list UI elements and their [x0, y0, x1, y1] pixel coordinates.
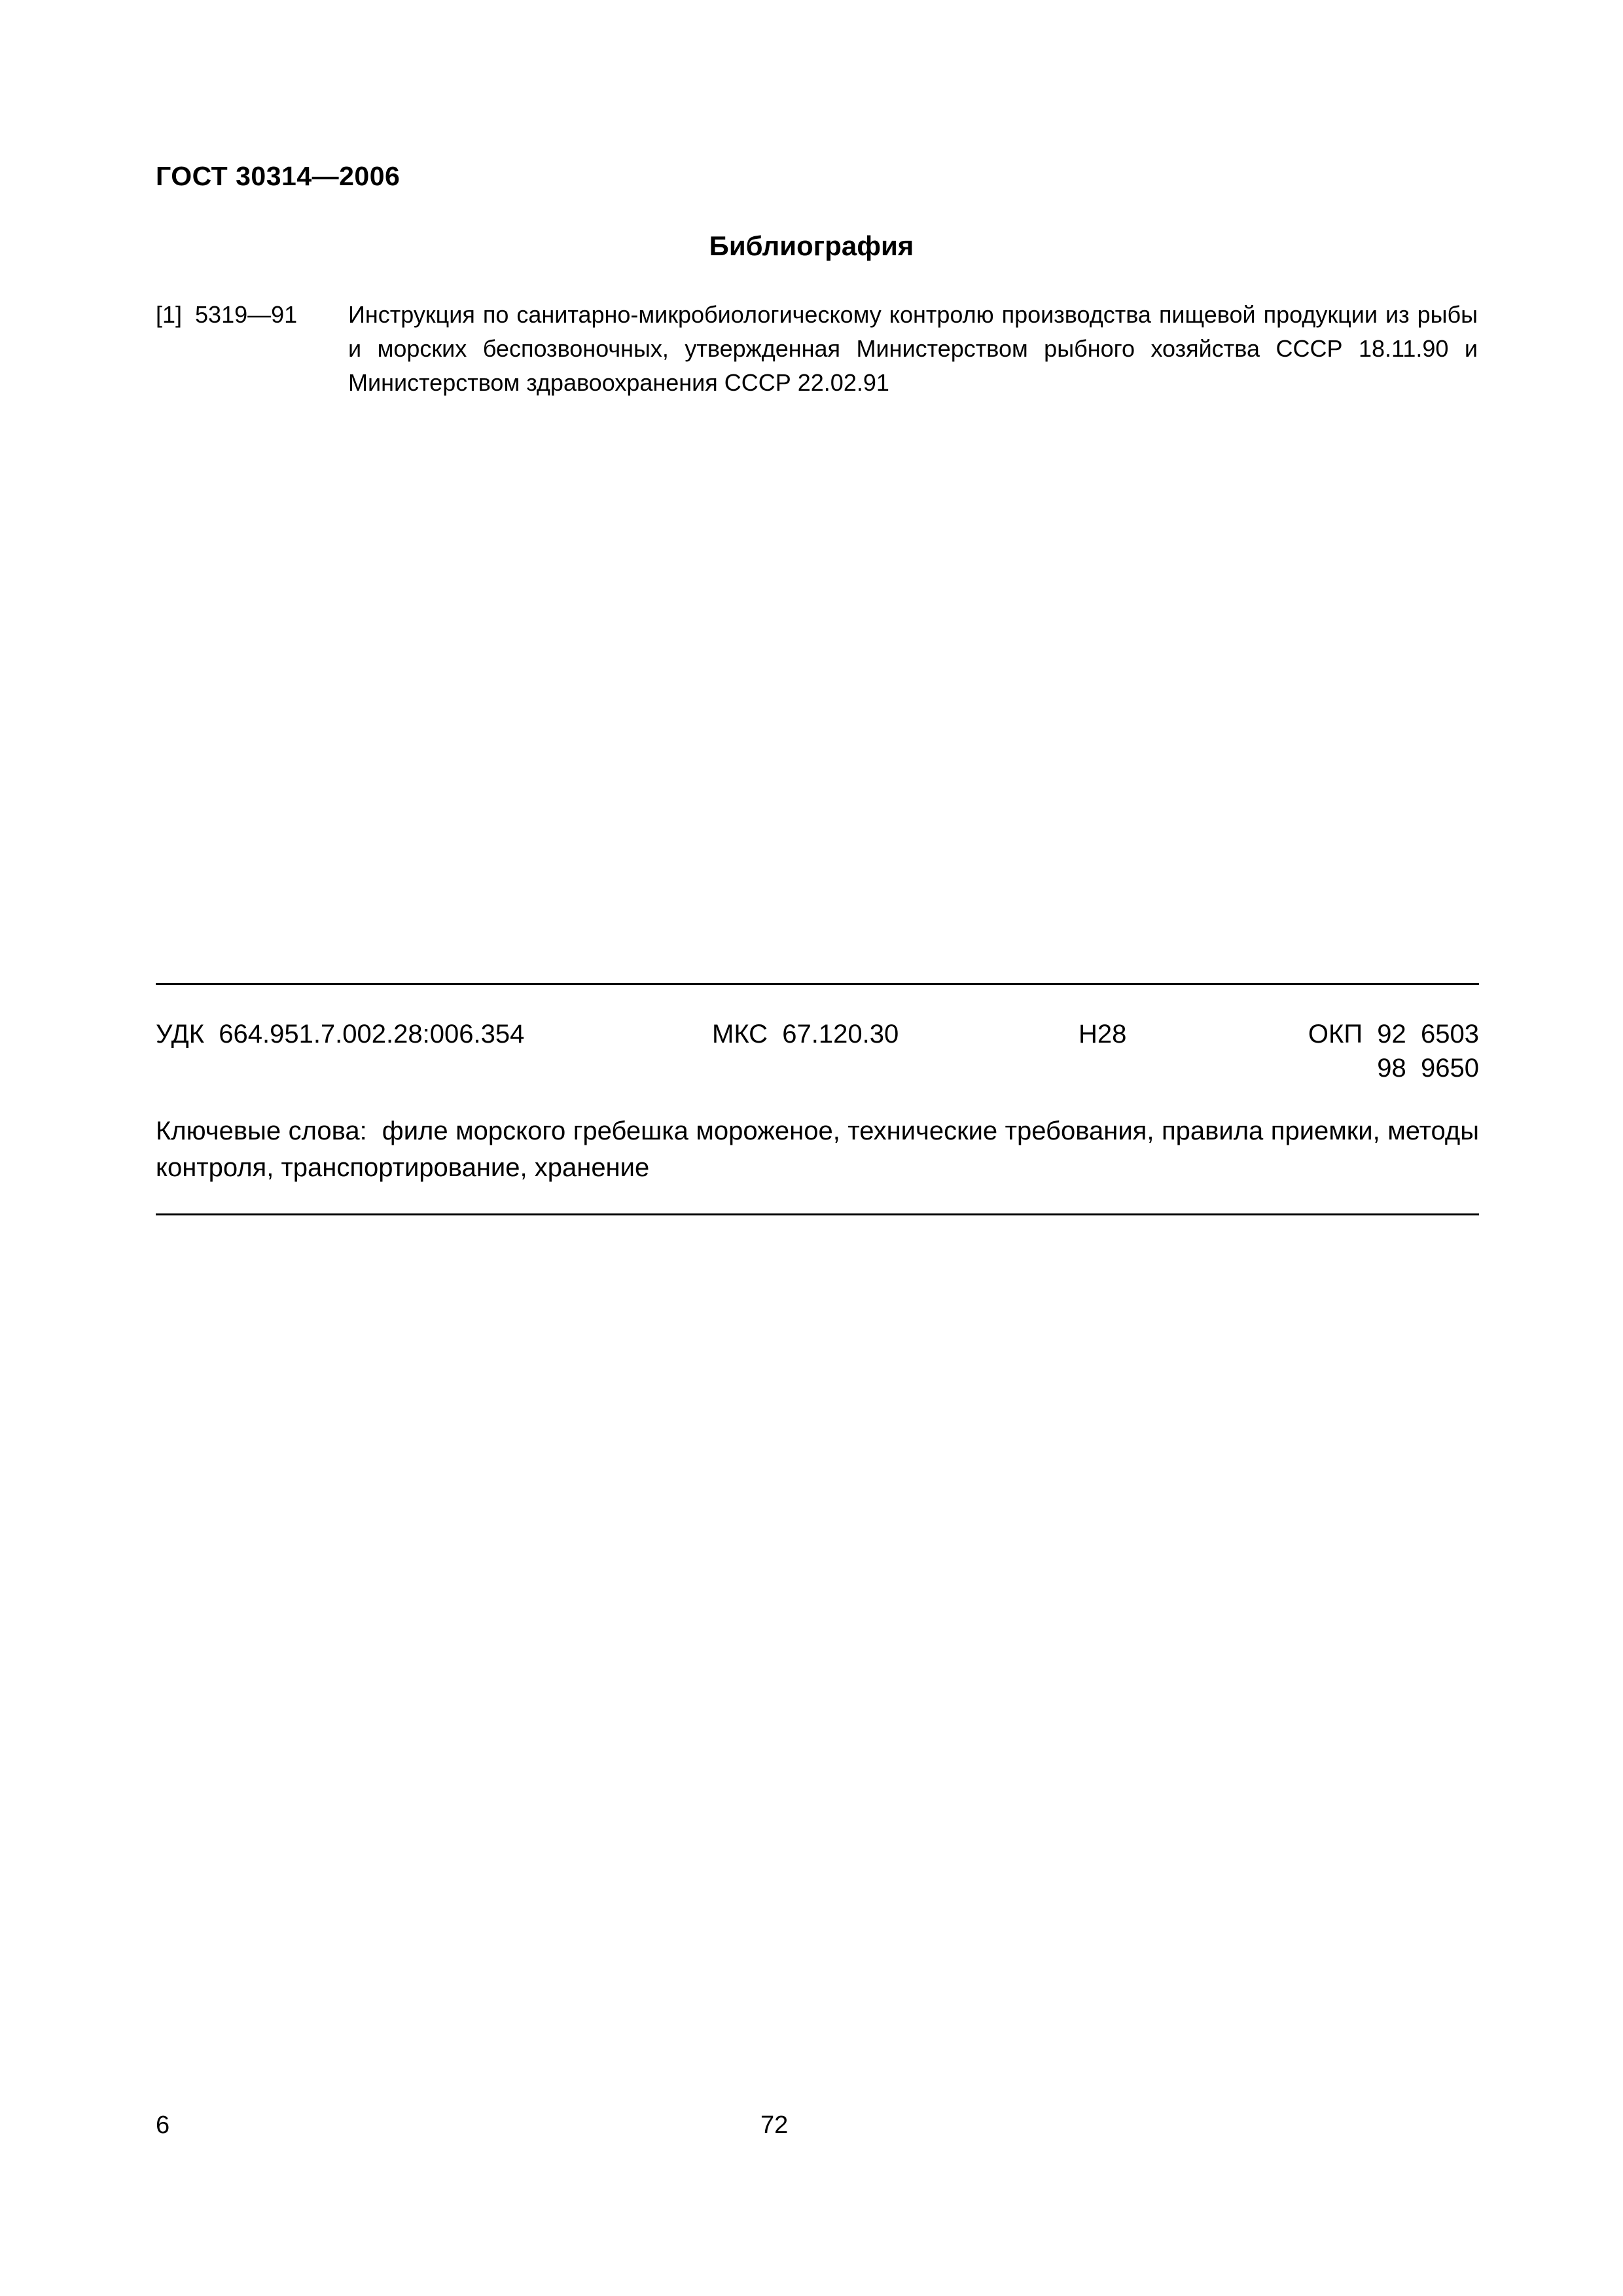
- bibliography-entry-text: Инструкция по санитарно-микробиологическому контролю производства пищевой продукции из рыбы и морских беспозвоночных, утвержденная Министерством рыбного хозяйства СССР 18.11.90 и Министерством здравоохранения СССР 22.02.91: [348, 301, 1478, 396]
- sheet-number: 72: [760, 2111, 789, 2139]
- mks-code: МКС 67.120.30: [712, 1020, 899, 1049]
- divider-bottom: [156, 1213, 1479, 1215]
- okp-code-line-1: ОКП 92 6503: [1308, 1020, 1479, 1049]
- okp-code-block: [1308, 1017, 1479, 1085]
- document-code: ГОСТ 30314—2006: [156, 161, 401, 191]
- page-number: 6: [156, 2111, 170, 2139]
- divider-top: [156, 983, 1479, 985]
- section-title-bibliography: Библиография: [709, 230, 914, 261]
- bibliography-entry-reference: [1] 5319—91: [156, 301, 298, 328]
- keywords-paragraph: Ключевые слова: филе морского гребешка мороженое, технические требования, правила приемки, методы контроля, транспортирование, хранение: [156, 1117, 1487, 1182]
- udk-code: УДК 664.951.7.002.28:006.354: [156, 1020, 525, 1049]
- okp-code-line-2: 98 9650: [1377, 1054, 1479, 1083]
- h-code: Н28: [1079, 1020, 1127, 1049]
